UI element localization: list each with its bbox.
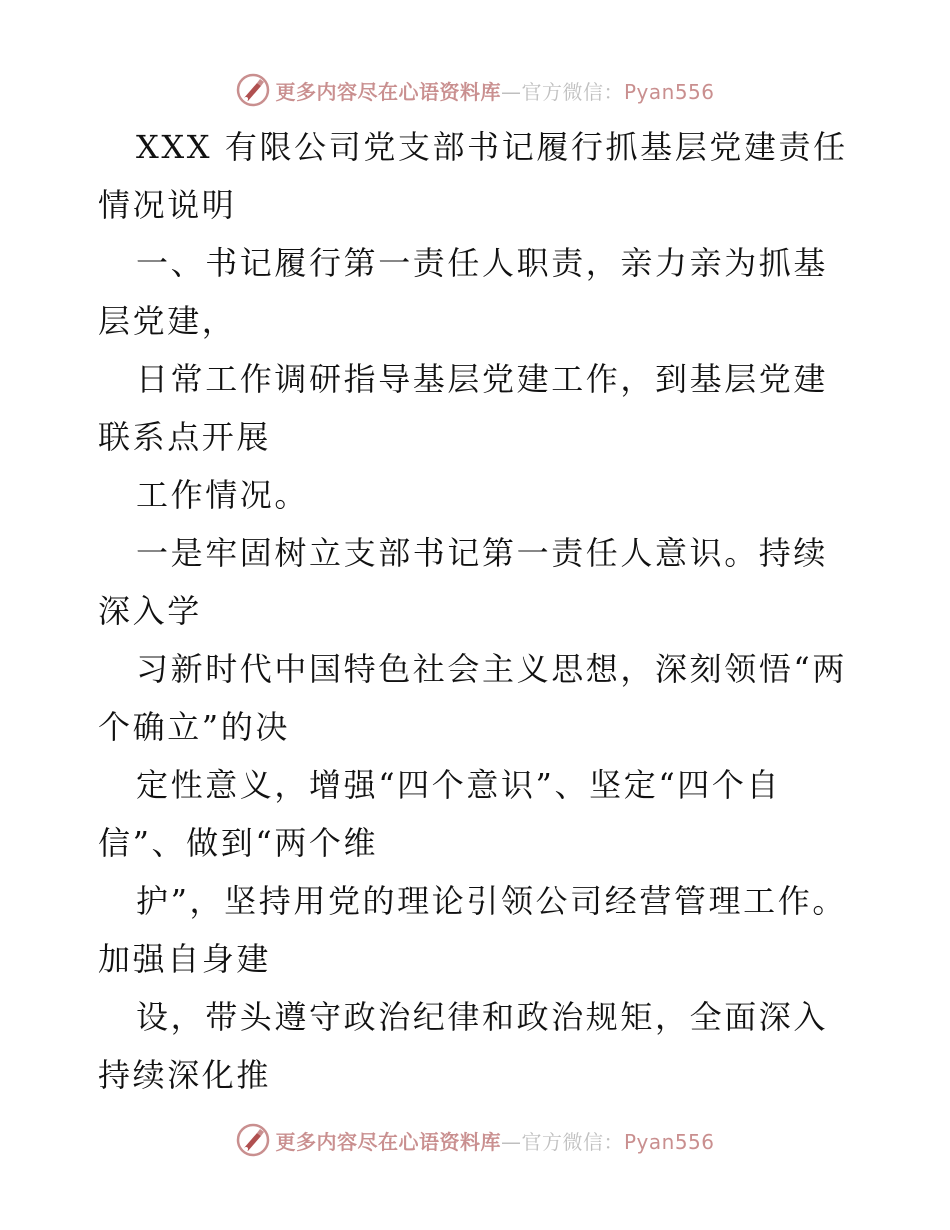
- watermark-wechat-id: Pyan556: [623, 1129, 715, 1154]
- document-body: [98, 118, 856, 1104]
- paragraph: 护”，坚持用党的理论引领公司经营管理工作。加强自身建: [98, 882, 847, 978]
- watermark-wechat-label: 官方微信：: [521, 79, 624, 104]
- watermark-dash: —: [500, 1129, 522, 1154]
- paragraph: 设，带头遵守政治纪律和政治规矩，全面深入持续深化推: [98, 998, 829, 1094]
- watermark-brand: 更多内容尽在心语资料库: [275, 79, 501, 104]
- watermark-text: [275, 1126, 714, 1155]
- watermark-wechat-label: 官方微信：: [521, 1129, 624, 1154]
- paragraph: 日常工作调研指导基层党建工作，到基层党建联系点开展: [98, 360, 829, 456]
- paragraph: 一、书记履行第一责任人职责，亲力亲为抓基层党建，: [98, 244, 829, 340]
- header-watermark: [0, 70, 950, 110]
- paragraph: 一是牢固树立支部书记第一责任人意识。持续深入学: [98, 534, 829, 630]
- watermark-brand: 更多内容尽在心语资料库: [275, 1129, 501, 1154]
- pen-logo-icon: [235, 1122, 271, 1158]
- footer-watermark: [0, 1120, 950, 1160]
- watermark-wechat-id: Pyan556: [623, 79, 715, 104]
- document-title: XXX 有限公司党支部书记履行抓基层党建责任情况说明: [98, 128, 848, 224]
- paragraph: 定性意义，增强“四个意识”、坚定“四个自信”、做到“两个维: [98, 766, 782, 862]
- paragraph: 工作情况。: [136, 476, 310, 514]
- paragraph: 习新时代中国特色社会主义思想，深刻领悟“两个确立”的决: [98, 650, 847, 746]
- watermark-dash: —: [500, 79, 522, 104]
- watermark-text: [275, 76, 714, 105]
- pen-logo-icon: [235, 72, 271, 108]
